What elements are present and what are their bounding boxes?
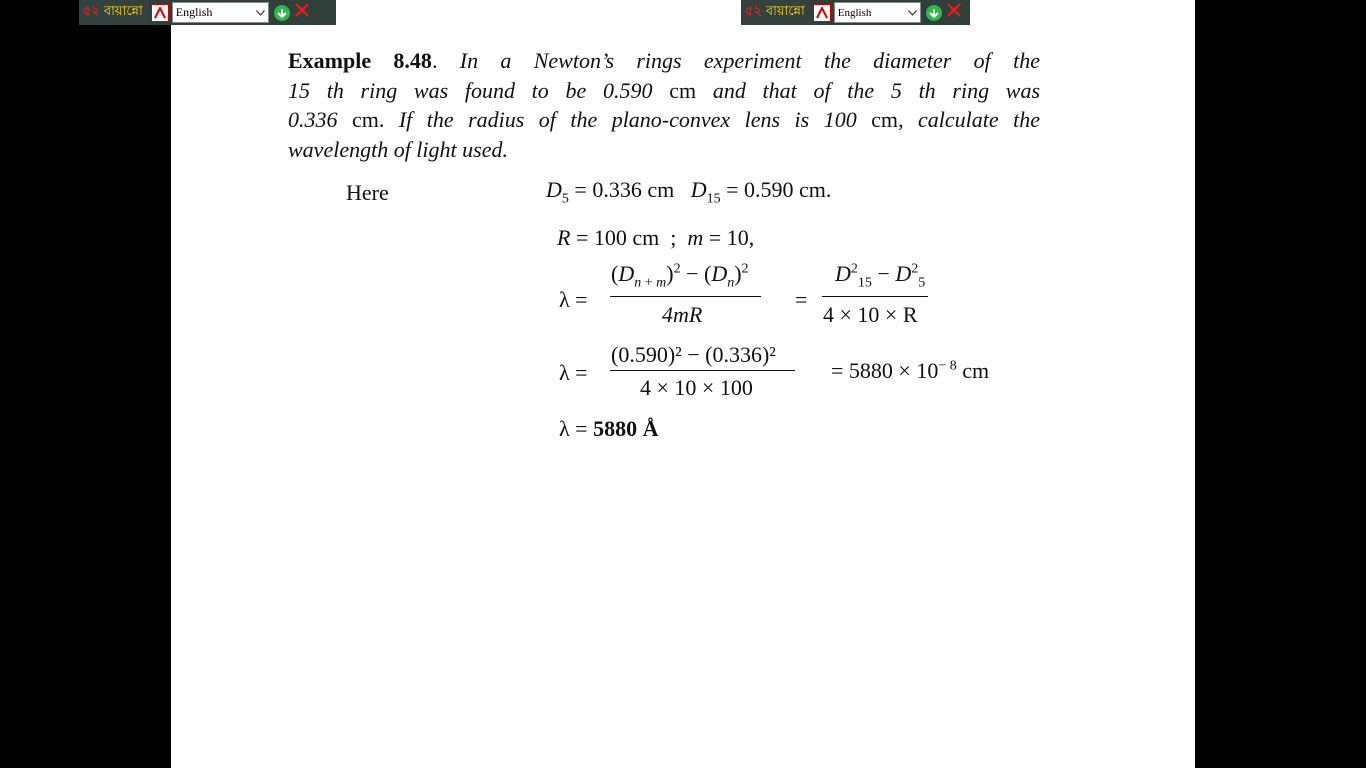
chevron-down-icon xyxy=(908,7,917,19)
statement-line-2a: 15 th ring was found to be 0.590 xyxy=(288,77,653,103)
fraction-bar xyxy=(610,296,761,297)
m-value: 10 xyxy=(726,225,749,250)
pdf-icon[interactable] xyxy=(151,4,169,22)
translate-go-button[interactable] xyxy=(926,5,942,21)
result-exponent: − 8 xyxy=(938,358,957,374)
translate-go-button[interactable] xyxy=(274,5,290,21)
r-value: 100 xyxy=(593,225,627,250)
language-selected: English xyxy=(175,5,213,19)
statement-line-3b: If the radius of the plano-convex lens is 100 xyxy=(398,107,857,132)
close-icon xyxy=(294,2,310,18)
here-label: Here xyxy=(346,180,389,205)
given-line-2: R = 100 cm ; m = 10, xyxy=(557,225,755,250)
substitution-denominator: 4 × 10 × 100 xyxy=(640,375,753,400)
close-toolbar-button[interactable] xyxy=(294,2,310,23)
bayanno-logo[interactable] xyxy=(79,0,149,25)
logo-text: বায়ান্নো xyxy=(765,4,805,19)
language-select[interactable] xyxy=(172,2,269,23)
formula-numerator-2: $D^2_{15} - D^2_5$ xyxy=(835,261,926,291)
unit: cm xyxy=(647,177,675,202)
language-select[interactable] xyxy=(834,2,921,23)
substitution-result xyxy=(831,360,989,382)
unit-cm: cm xyxy=(351,107,379,132)
d15-value: 0.590 xyxy=(744,177,794,202)
example-label: Example 8.48 xyxy=(288,48,432,73)
chevron-down-icon xyxy=(256,5,265,20)
formula-denominator-1: 4mR xyxy=(662,302,703,327)
pdf-icon[interactable] xyxy=(813,4,831,22)
statement-line-1: In a Newton’s rings experiment the diameter of the xyxy=(459,48,1040,73)
arrow-icon xyxy=(929,8,939,18)
unit: cm xyxy=(632,225,660,250)
statement-line-3c: , calculate the xyxy=(898,107,1041,132)
example-statement: Example 8.48. In a Newton’s rings experiment the diameter of the 15 th ring was found to be 0.590 cm and that of the 5 th ring was 0.336 cm. If the radius of the plano-convex lens is 100 cm, calculate the wavelength of light used. xyxy=(288,48,1041,162)
result-value: = 5880 × 10 xyxy=(831,358,939,383)
close-toolbar-button[interactable] xyxy=(946,2,962,23)
logo-text: বায়ান্নো xyxy=(103,4,143,19)
logo-mark: ৫২ xyxy=(83,4,100,19)
lambda-symbol: λ = xyxy=(559,360,588,385)
final-value: 5880 xyxy=(593,416,638,441)
formula-numerator: $(D_{n + m})^2 - (D_n)^2$ xyxy=(611,261,749,291)
unit-cm: cm xyxy=(669,77,697,103)
result-unit: cm xyxy=(962,358,990,383)
unit-cm: cm xyxy=(871,107,899,132)
final-unit: Å xyxy=(642,416,659,441)
statement-line-2b: and that of the 5 th ring was xyxy=(712,77,1041,103)
language-selected: English xyxy=(837,6,872,19)
fraction-bar xyxy=(610,370,795,371)
bayanno-logo[interactable] xyxy=(741,0,811,25)
arrow-icon xyxy=(277,8,287,18)
fraction-bar xyxy=(822,296,928,297)
substitution-numerator: (0.590)² − (0.336)² xyxy=(611,342,776,367)
close-icon xyxy=(946,2,962,18)
final-answer: λ = 5880 Å xyxy=(559,416,659,441)
statement-line-3a: 0.336 xyxy=(288,107,338,132)
equals-sign: = xyxy=(795,287,808,312)
translate-toolbar-left xyxy=(79,0,336,25)
d5-value: 0.336 xyxy=(592,177,642,202)
statement-line-4: wavelength of light used. xyxy=(288,136,508,162)
lambda-symbol: λ = xyxy=(559,287,588,312)
unit: cm xyxy=(799,177,826,202)
logo-mark: ৫২ xyxy=(745,4,762,19)
translate-toolbar-right xyxy=(741,0,970,25)
given-line-1: $D_5 = 0.336$ cm $D_{15} = 0.590$ cm. xyxy=(546,177,832,207)
formula-denominator-2: 4 × 10 × R xyxy=(823,302,918,327)
